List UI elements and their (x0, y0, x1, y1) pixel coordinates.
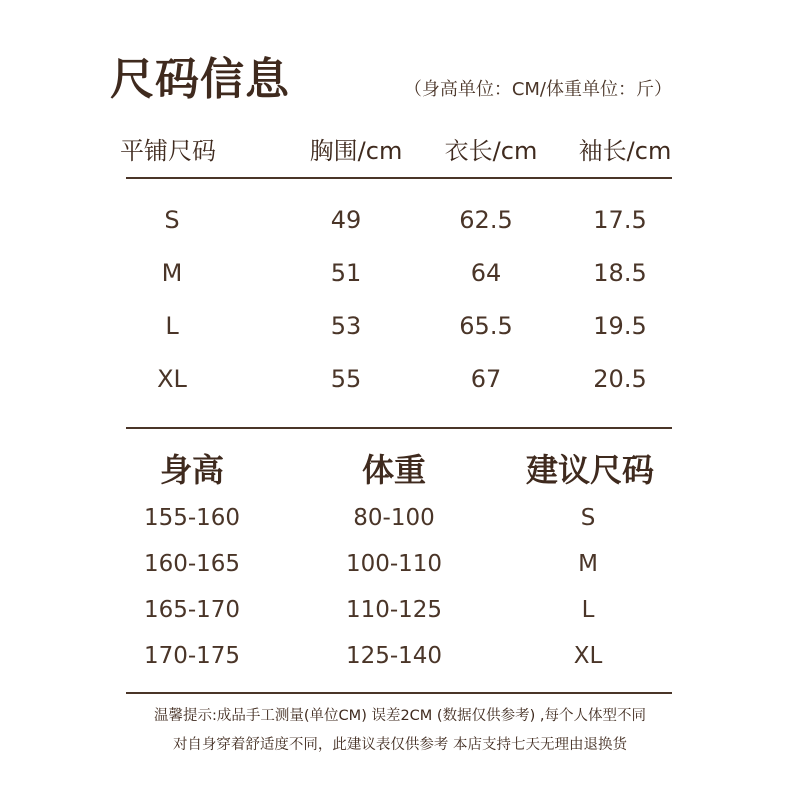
chest-cell: 53 (330, 312, 362, 340)
table-row (0, 203, 800, 237)
header-weight: 体重 (361, 451, 427, 489)
recommended-size-cell: XL (573, 643, 603, 669)
table-row (0, 503, 800, 533)
header-chest: 胸围/cm (309, 137, 403, 165)
weight-cell: 110-125 (345, 597, 443, 623)
table-row (0, 641, 800, 671)
footer-note-line-1: 温馨提示:成品手工测量(单位CM) 误差2CM (数据仅供参考) ,每个人体型不同 (154, 708, 646, 724)
unit-note: （身高单位：CM/体重单位：斤） (403, 79, 672, 100)
chest-cell: 51 (330, 259, 362, 287)
sleeve-cell: 19.5 (593, 312, 647, 340)
height-cell: 155-160 (143, 505, 241, 531)
header-recommended-size: 建议尺码 (525, 451, 655, 489)
size-cell: S (164, 206, 180, 234)
size-cell: L (165, 312, 179, 340)
sleeve-cell: 17.5 (593, 206, 647, 234)
header-length: 衣长/cm (444, 137, 538, 165)
recommended-size-cell: S (580, 505, 596, 531)
recommend-table-header (0, 448, 800, 492)
recommended-size-cell: M (578, 551, 598, 577)
sleeve-cell: 20.5 (593, 365, 647, 393)
table-row (0, 595, 800, 625)
table-row (0, 549, 800, 579)
recommended-size-cell: L (581, 597, 595, 623)
weight-cell: 100-110 (345, 551, 443, 577)
height-cell: 170-175 (143, 643, 241, 669)
recommend-table-bottom-rule (126, 692, 672, 694)
length-cell: 65.5 (459, 312, 513, 340)
size-cell: XL (157, 365, 187, 393)
length-cell: 62.5 (459, 206, 513, 234)
header-height: 身高 (159, 451, 225, 489)
length-cell: 67 (470, 365, 502, 393)
page-title: 尺码信息 (110, 54, 290, 105)
size-table-bottom-rule (126, 427, 672, 429)
table-row (0, 309, 800, 343)
size-table-top-rule (126, 177, 672, 179)
header-sleeve: 袖长/cm (578, 137, 672, 165)
height-cell: 165-170 (143, 597, 241, 623)
weight-cell: 125-140 (345, 643, 443, 669)
table-row (0, 362, 800, 396)
weight-cell: 80-100 (353, 505, 435, 531)
table-row (0, 256, 800, 290)
sleeve-cell: 18.5 (593, 259, 647, 287)
length-cell: 64 (470, 259, 502, 287)
size-cell: M (161, 259, 183, 287)
chest-cell: 55 (330, 365, 362, 393)
chest-cell: 49 (330, 206, 362, 234)
header-flat-size: 平铺尺码 (120, 137, 216, 165)
footer-note-line-2: 对自身穿着舒适度不同，此建议表仅供参考 本店支持七天无理由退换货 (172, 737, 628, 753)
size-table-header (0, 133, 800, 169)
height-cell: 160-165 (143, 551, 241, 577)
